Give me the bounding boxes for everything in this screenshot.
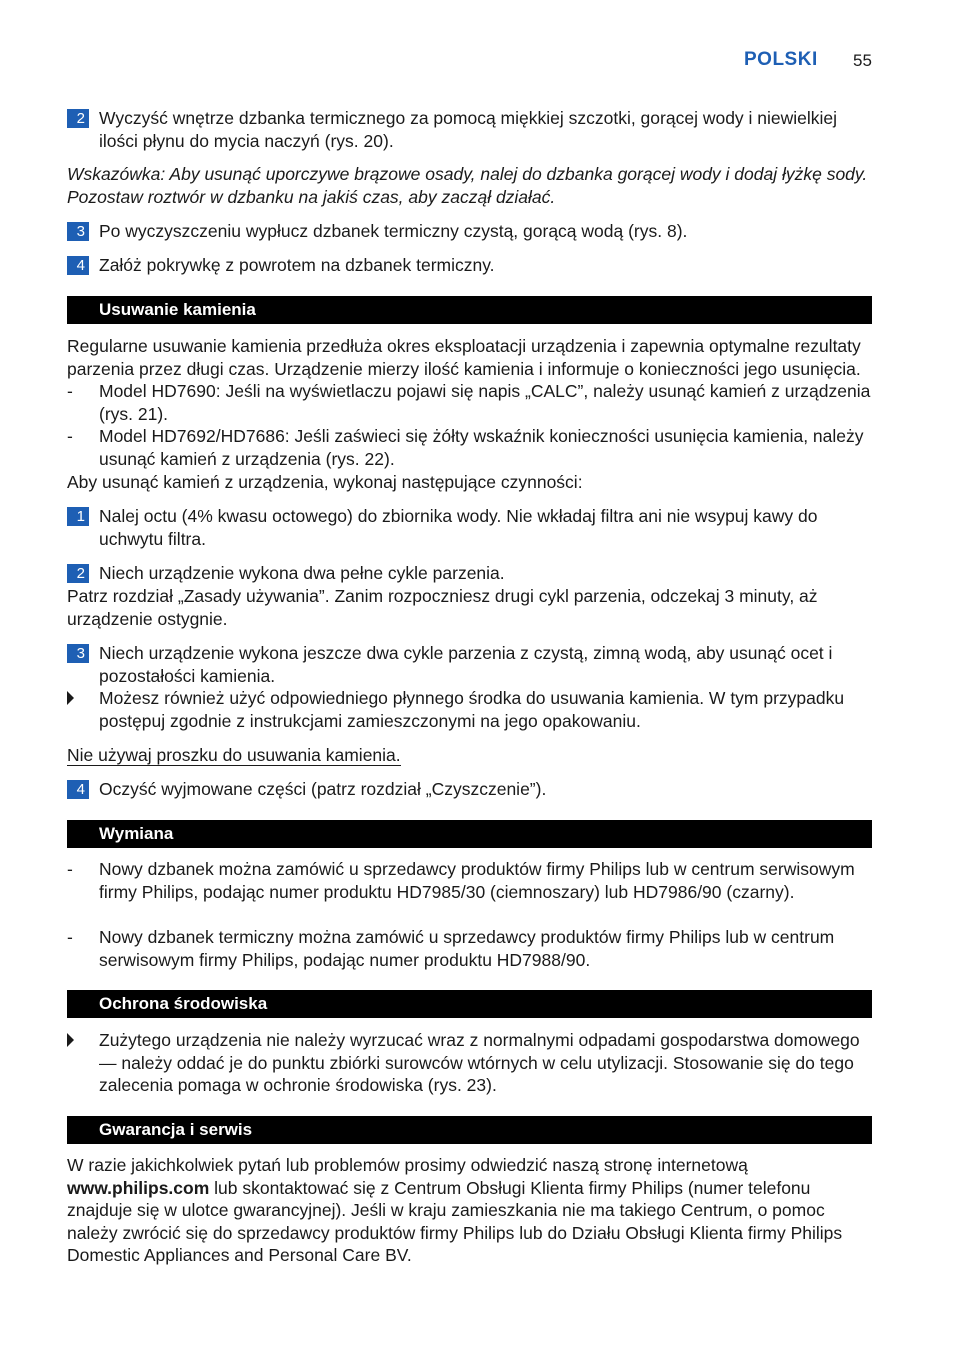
list-item-text: Nowy dzbanek termiczny można zamówić u sprzedawcy produktów firmy Philips lub w centrum serwisowym firmy Philips, podając numer produktu HD7988/90.	[99, 927, 835, 970]
step-number: 2	[67, 109, 89, 128]
bullet-text: Możesz również użyć odpowiedniego płynnego środka do usuwania kamienia. W tym przypadku postępuj zgodnie z instrukcjami zamieszczonymi na jego opakowaniu.	[99, 688, 845, 731]
section-header-replacement	[67, 820, 872, 848]
step-text: Oczyść wyjmowane części (patrz rozdział „Czyszczenie”).	[99, 779, 547, 799]
dash-list-item	[67, 926, 875, 971]
step-number: 4	[67, 780, 89, 799]
step-text: Niech urządzenie wykona jeszcze dwa cykle parzenia z czystą, zimną wodą, aby usunąć ocet i pozostałości kamienia.	[99, 643, 833, 686]
list-item-text: Nowy dzbanek można zamówić u sprzedawcy produktów firmy Philips lub w centrum serwisowym firmy Philips, podając numer produktu HD7985/30 (ciemnoszary) lub HD7986/90 (czarny).	[99, 859, 855, 902]
step-text: Niech urządzenie wykona dwa pełne cykle parzenia.	[99, 563, 505, 583]
step-item	[67, 505, 875, 550]
bullet-item	[67, 687, 875, 732]
dash-marker: -	[67, 927, 73, 947]
paragraph: Regularne usuwanie kamienia przedłuża okres eksploatacji urządzenia i zapewnia optymalne rezultaty parzenia przez długi czas. Urządzenie mierzy ilość kamienia i informuje o konieczności jego usunięcia.	[67, 336, 861, 379]
section-title: Ochrona środowiska	[99, 994, 268, 1013]
warranty-text-before: W razie jakichkolwiek pytań lub problemów prosimy odwiedzić naszą stronę internetową	[67, 1155, 748, 1175]
step-text: Nalej octu (4% kwasu octowego) do zbiornika wody. Nie wkładaj filtra ani nie wsypuj kawy do uchwytu filtra.	[99, 506, 818, 549]
dash-marker: -	[67, 381, 73, 401]
website-link[interactable]: www.philips.com	[67, 1177, 210, 1198]
list-item-text: Model HD7690: Jeśli na wyświetlaczu pojawi się napis „CALC”, należy usunąć kamień z urządzenia (rys. 21).	[99, 381, 871, 424]
tip-text: Wskazówka: Aby usunąć uporczywe brązowe osady, nalej do dzbanka gorącej wody i dodaj łyżkę sody. Pozostaw roztwór w dzbanku na jakiś czas, aby zaczął działać.	[67, 164, 868, 207]
step-number: 3	[67, 222, 89, 241]
section-header-environment	[67, 990, 872, 1018]
warning-underlined: Nie używaj proszku do usuwania kamienia.	[67, 745, 401, 765]
paragraph: Aby usunąć kamień z urządzenia, wykonaj następujące czynności:	[67, 472, 583, 492]
dash-list-item	[67, 380, 875, 425]
section-title: Wymiana	[99, 824, 174, 843]
bullet-arrow-icon	[67, 691, 74, 705]
page-number: 55	[853, 51, 872, 70]
step-item	[67, 107, 875, 152]
section-title: Gwarancja i serwis	[99, 1120, 253, 1139]
warranty-paragraph	[67, 1154, 875, 1267]
language-label: POLSKI	[744, 49, 818, 70]
step-number: 1	[67, 507, 89, 526]
section-title: Usuwanie kamienia	[99, 300, 256, 319]
list-item-text: Model HD7692/HD7686: Jeśli zaświeci się żółty wskaźnik konieczności usunięcia kamienia, należy usunąć kamień z urządzenia (rys. 22).	[99, 426, 864, 469]
step-item	[67, 642, 875, 687]
step-item	[67, 778, 875, 801]
step-item	[67, 254, 875, 277]
step-text: Po wyczyszczeniu wypłucz dzbanek termiczny czystą, gorącą wodą (rys. 8).	[99, 221, 688, 241]
dash-list-item	[67, 858, 875, 903]
section-header-descaling	[67, 296, 872, 324]
dash-marker: -	[67, 859, 73, 879]
step-number: 2	[67, 564, 89, 583]
dash-marker: -	[67, 426, 73, 446]
paragraph: Patrz rozdział „Zasady używania”. Zanim rozpoczniesz drugi cykl parzenia, odczekaj 3 minuty, aż urządzenie ostygnie.	[67, 586, 818, 629]
dash-list-item	[67, 425, 875, 470]
step-item	[67, 562, 875, 585]
bullet-arrow-icon	[67, 1033, 74, 1047]
step-text: Wyczyść wnętrze dzbanka termicznego za pomocą miękkiej szczotki, gorącej wody i niewielkiej ilości płynu do mycia naczyń (rys. 20).	[99, 108, 838, 151]
section-header-warranty	[67, 1116, 872, 1144]
step-number: 3	[67, 644, 89, 663]
step-item	[67, 220, 875, 243]
warning-text	[67, 744, 875, 767]
bullet-item	[67, 1029, 875, 1097]
warranty-text-after: lub skontaktować się z Centrum Obsługi Klienta firmy Philips (numer telefonu znajduje się w ulotce gwarancyjnej). Jeśli w kraju zamieszkania nie ma takiego Centrum, o pomoc należy zwrócić się do sprzedawcy produktów firmy Philips lub do Działu Obsługi Klienta firmy Philips Domestic Appliances and Personal Care BV.	[67, 1177, 843, 1265]
step-text: Załóż pokrywkę z powrotem na dzbanek termiczny.	[99, 255, 495, 275]
step-number: 4	[67, 256, 89, 275]
bullet-text: Zużytego urządzenia nie należy wyrzucać wraz z normalnymi odpadami gospodarstwa domowego — należy oddać je do punktu zbiórki surowców wtórnych w celu utylizacji. Stosowanie się do tego zalecenia pomaga w ochronie środowiska (rys. 23).	[99, 1030, 860, 1095]
